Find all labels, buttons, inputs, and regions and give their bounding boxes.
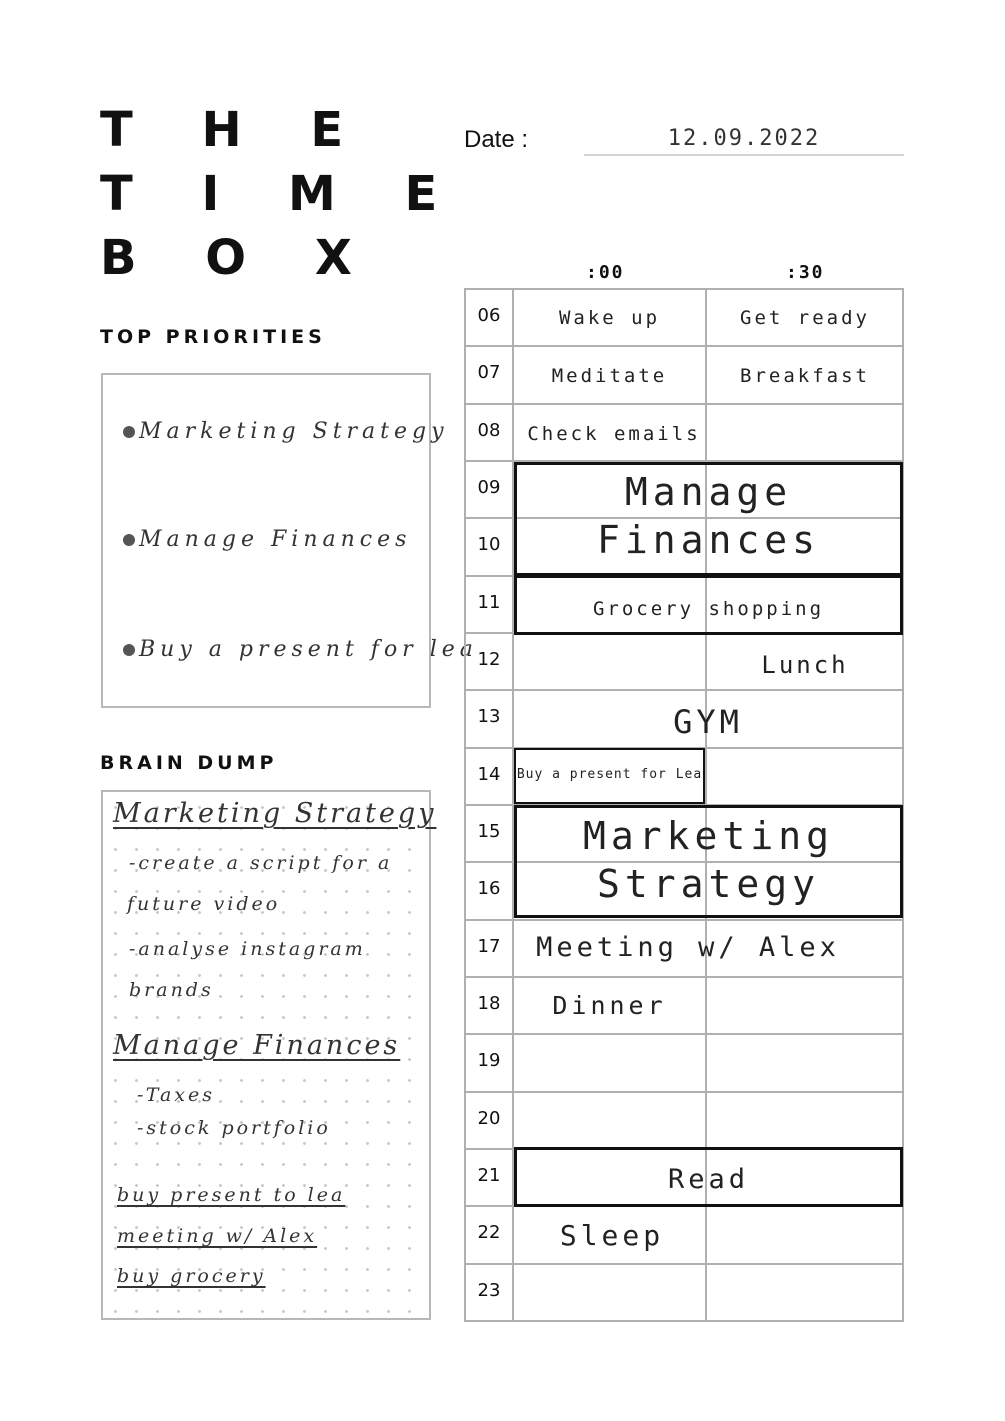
top-priorities-heading: TOP PRIORITIES (100, 326, 326, 348)
event-buy-present: Buy a present for Lea (516, 767, 703, 782)
event-dinner[interactable]: Dinner (552, 991, 667, 1020)
slot-30-cell[interactable] (705, 1205, 904, 1264)
bullet-icon (123, 426, 135, 438)
date-label: Date : (464, 126, 529, 153)
brain-dump-box[interactable] (101, 790, 437, 1320)
top-priorities-box[interactable] (101, 373, 478, 708)
title-line-1: T H E (100, 102, 370, 158)
brain-dump-heading: BRAIN DUMP (100, 752, 278, 774)
title-line-2: T I M E (100, 166, 464, 222)
brain-dump-finances-heading: Manage Finances (113, 1030, 401, 1061)
slot-30-cell[interactable] (705, 747, 904, 806)
hour-label: 09 (477, 477, 501, 498)
hour-label: 08 (477, 419, 501, 441)
brain-dump-item: -analyse instagram (129, 938, 366, 960)
slot-30-cell[interactable] (705, 1263, 904, 1322)
slot-30-cell[interactable] (705, 976, 904, 1035)
event-lunch[interactable]: Lunch (761, 651, 849, 679)
brain-dump-item: -stock portfolio (137, 1117, 331, 1139)
date-underline (584, 154, 904, 156)
hour-label: 18 (477, 993, 501, 1014)
event-get-ready[interactable]: Get ready (740, 307, 870, 329)
priority-item (123, 637, 478, 662)
brain-dump-item: -create a script for a (129, 852, 393, 874)
hour-label: 21 (477, 1165, 501, 1186)
event-meditate[interactable]: Meditate (551, 365, 668, 387)
event-manage-finances-line2: Finances (596, 518, 821, 562)
event-manage-finances-line1: Manage (624, 470, 793, 514)
event-marketing-line1: Marketing (583, 814, 834, 858)
hour-label: 20 (477, 1107, 501, 1129)
priority-item (123, 419, 449, 444)
hour-label: 07 (477, 362, 501, 384)
bullet-icon (123, 644, 135, 656)
slot-30-cell[interactable] (705, 403, 904, 462)
slot-30-cell[interactable] (705, 1033, 904, 1092)
priority-text: Buy a present for lea (139, 637, 478, 662)
hour-label: 14 (477, 763, 501, 785)
hour-label: 23 (477, 1279, 501, 1301)
event-read: Read (667, 1164, 750, 1195)
priority-text: Marketing Strategy (139, 419, 449, 444)
brain-dump-task: buy grocery (117, 1265, 266, 1287)
hour-label: 10 (477, 534, 501, 556)
brain-dump-task: buy present to lea (117, 1184, 346, 1206)
event-wake-up[interactable]: Wake up (558, 307, 661, 329)
event-breakfast[interactable]: Breakfast (740, 365, 870, 387)
hour-label: 17 (477, 935, 501, 957)
slot-00-cell[interactable] (512, 1091, 707, 1150)
hour-label: 22 (477, 1222, 501, 1244)
slot-30-cell[interactable] (705, 1091, 904, 1150)
event-marketing-line2: Strategy (596, 862, 821, 906)
brain-dump-item: brands (129, 979, 214, 1001)
priority-item (123, 527, 411, 552)
event-check-emails[interactable]: Check emails (527, 423, 701, 445)
hour-label: 12 (477, 649, 501, 670)
event-sleep[interactable]: Sleep (559, 1219, 665, 1252)
hour-label: 19 (477, 1050, 501, 1072)
brain-dump-marketing-heading: Marketing Strategy (113, 798, 437, 829)
hour-label: 13 (477, 706, 501, 728)
brain-dump-item: future video (127, 893, 281, 915)
brain-dump-item: -Taxes (137, 1084, 215, 1106)
bullet-icon (123, 534, 135, 546)
hour-row (464, 1264, 904, 1321)
event-grocery-shopping: Grocery shopping (592, 598, 825, 620)
column-header-00: :00 (586, 262, 625, 283)
hour-label: 16 (477, 878, 501, 900)
priority-text: Manage Finances (139, 527, 412, 552)
hour-label: 06 (477, 305, 501, 326)
brain-dump-task: meeting w/ Alex (117, 1225, 318, 1247)
title-line-3: B O X (100, 230, 378, 286)
slot-00-cell[interactable] (512, 1033, 707, 1092)
column-header-30: :30 (786, 262, 825, 283)
date-value[interactable]: 12.09.2022 (667, 126, 821, 151)
hour-label: 11 (477, 591, 501, 613)
hour-row (464, 1092, 904, 1149)
slot-00-cell[interactable] (512, 1263, 707, 1322)
hour-label: 15 (477, 821, 501, 842)
event-gym[interactable]: GYM (673, 703, 743, 741)
event-meeting[interactable]: Meeting w/ Alex (536, 932, 840, 963)
hour-row (464, 1034, 904, 1091)
slot-00-cell[interactable] (512, 632, 707, 691)
